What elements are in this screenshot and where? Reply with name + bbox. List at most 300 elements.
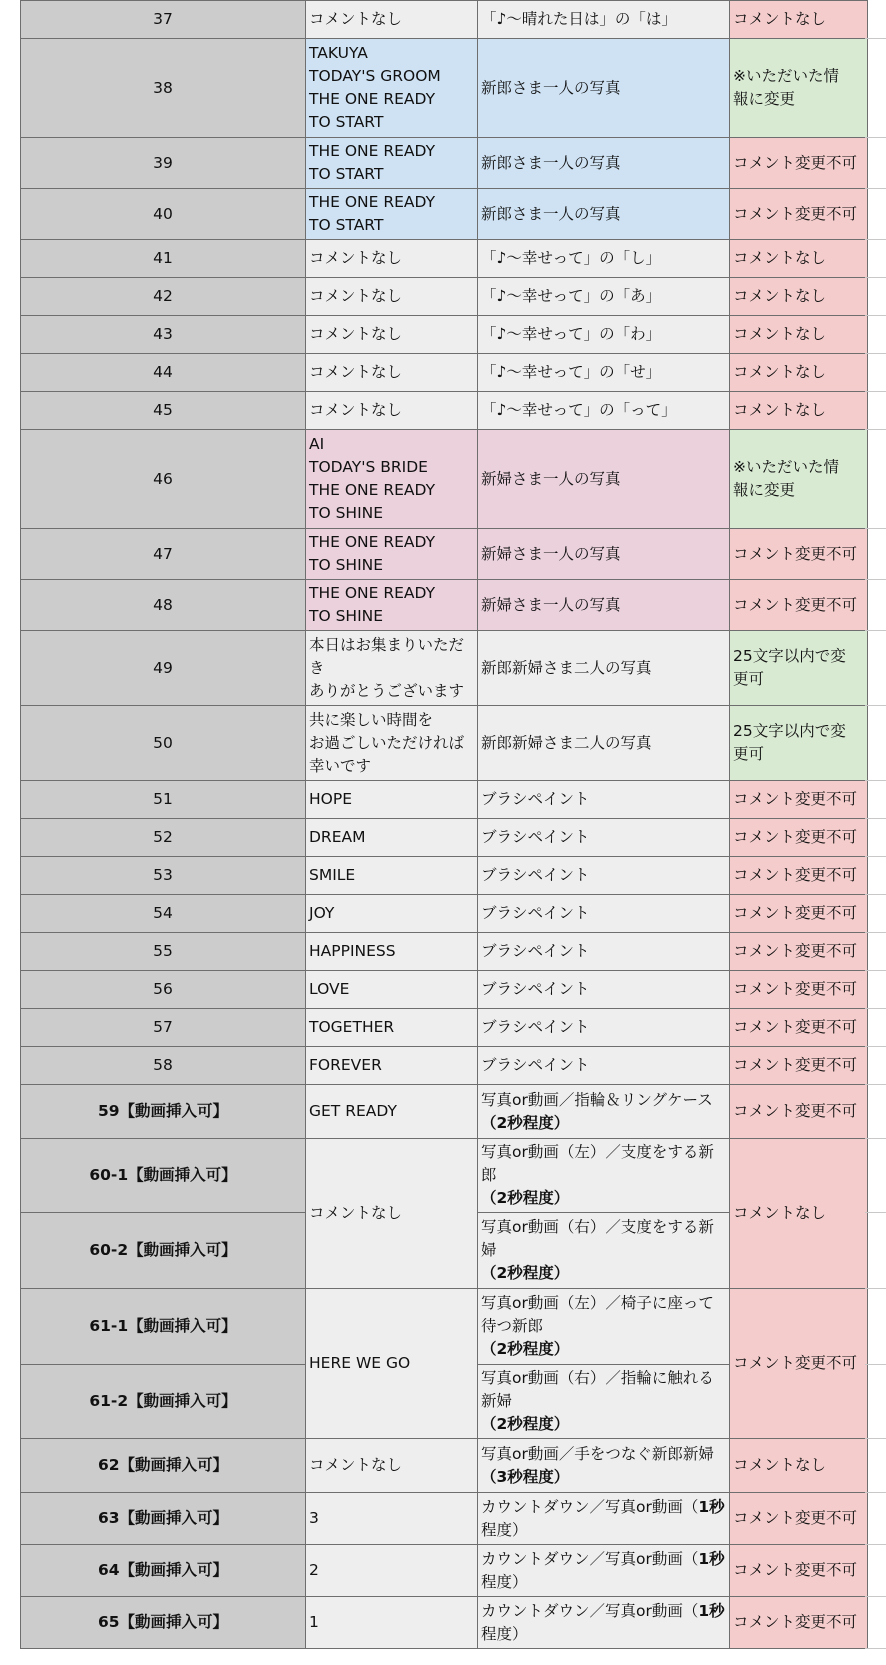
cell-text-line: き [309,658,325,677]
content-description-cell [478,240,730,278]
cell-text-line: TAKUYA [309,44,368,62]
cell-text-line: 更可 [733,745,765,763]
cell-text-line: 程度） [481,1520,528,1539]
table-row [21,39,868,138]
table-row [21,316,868,354]
row-number-cell: 57 [21,1009,306,1047]
cell-text-line: コメントなし [733,249,827,267]
table-row [21,1439,868,1493]
cell-text-line: コメント変更不可 [733,1509,858,1527]
comment-text-cell [306,1085,478,1139]
table-row [21,278,868,316]
content-description-cell [478,706,730,781]
table-row [21,189,868,240]
cell-text-line: ブラシペイント [481,1056,590,1074]
duration-label: 1秒 [698,1497,725,1516]
table-row [21,580,868,631]
gridline-tick [865,1492,886,1493]
gridline-tick [865,315,886,316]
cell-text-line: コメントなし [309,10,403,28]
cell-text-line: 報に変更 [733,90,796,108]
edit-note-cell [730,819,868,857]
table-row [21,1085,868,1139]
edit-note-cell [730,1289,868,1439]
table-row [21,1009,868,1047]
content-description-cell [478,819,730,857]
table-row [21,392,868,430]
comment-text-cell [306,580,478,631]
comment-text-cell [306,240,478,278]
row-number-cell: 63【動画挿入可】 [21,1493,306,1545]
content-description-cell [478,1545,730,1597]
edit-note-cell [730,580,868,631]
edit-note-cell [730,1047,868,1085]
cell-text-line: 新郎さま一人の写真 [481,153,621,172]
table-row [21,529,868,580]
cell-text-line: ブラシペイント [481,942,590,960]
cell-text-line: 共に楽しい時間を [309,710,434,729]
content-description-cell [478,1213,730,1289]
row-number-cell: 48 [21,580,306,631]
cell-text-line: コメント変更不可 [733,1354,858,1372]
cell-text-line: ブラシペイント [481,828,590,846]
cell-text-line: コメントなし [733,1204,827,1222]
cell-text-line: THE ONE READY [309,481,436,499]
comment-text-cell [306,857,478,895]
content-description-cell [478,1009,730,1047]
gridline-tick [865,38,886,39]
table-row [21,706,868,781]
cell-text-line: コメントなし [309,325,403,343]
cell-text-line: コメントなし [733,1456,827,1474]
cell-text-line: 「♪～晴れた日は」の「は」 [481,10,677,28]
comment-text-cell [306,430,478,529]
gridline-tick [865,856,886,857]
gridline-tick [865,277,886,278]
cell-text-line: THE ONE READY [309,90,436,108]
duration-label: 1秒 [698,1601,725,1620]
cell-text-line: 幸いです [309,756,372,775]
cell-text-line: ブラシペイント [481,790,590,808]
gridline-tick [865,1438,886,1439]
row-number-cell: 51 [21,781,306,819]
comment-text-cell [306,39,478,138]
cell-text-line: HAPPINESS [309,942,396,960]
cell-text-line: 写真or動画（左）／支度をする新 [481,1143,714,1161]
table-row [21,781,868,819]
cell-text-line: ※いただいた情 [733,67,839,85]
duration-label: （2秒程度） [481,1415,570,1433]
cell-text-line: 写真or動画／手をつなぐ新郎新婦 [481,1444,714,1463]
row-number-cell: 56 [21,971,306,1009]
cell-text-line: THE ONE READY [309,533,436,551]
comment-text-cell [306,1009,478,1047]
cell-text-line: コメントなし [733,401,827,419]
row-number-cell: 55 [21,933,306,971]
content-description-cell [478,189,730,240]
cell-text-line: ブラシペイント [481,904,590,922]
row-number-cell: 61-1【動画挿入可】 [21,1289,306,1365]
cell-text-line: コメントなし [309,287,403,305]
cell-text-line: 新郎新婦さま二人の写真 [481,658,652,677]
comment-text-cell [306,354,478,392]
row-number-cell: 53 [21,857,306,895]
cell-text-line: コメントなし [733,325,827,343]
cell-text-line: コメント変更不可 [733,1613,858,1631]
cell-text-line: TO SHINE [309,556,384,574]
cell-text-line: TOGETHER [309,1018,395,1036]
cell-text-line: THE ONE READY [309,584,436,602]
gridline-tick [865,630,886,631]
row-number-cell: 39 [21,138,306,189]
edit-note-cell [730,1545,868,1597]
table-row [21,354,868,392]
comment-text-cell [306,138,478,189]
table-row [21,1139,868,1213]
comment-text-cell [306,971,478,1009]
cell-text-line: 25文字以内で変 [733,647,846,665]
cell-text-line: 新婦さま一人の写真 [481,595,621,614]
table-row [21,1289,868,1365]
row-number-cell: 59【動画挿入可】 [21,1085,306,1139]
cell-text-line: 新郎さま一人の写真 [481,78,621,97]
content-description-cell [478,39,730,138]
content-description-cell [478,354,730,392]
cell-text-line: 本日はお集まりいただ [309,635,465,654]
comment-text-cell [306,706,478,781]
cell-text-line: SMILE [309,866,356,884]
cell-text-line: コメントなし [733,287,827,305]
gridline-tick [865,1544,886,1545]
gridline-tick [865,1212,886,1213]
cell-text-line: コメント変更不可 [733,204,858,223]
table-row [21,631,868,706]
table-row [21,895,868,933]
cell-text-line: ブラシペイント [481,866,590,884]
content-description-cell [478,138,730,189]
cell-text-line: JOY [309,904,335,922]
edit-note-cell [730,316,868,354]
gridline-tick [865,818,886,819]
cell-text-line: カウントダウン／写真or動画（1秒 [481,1601,725,1620]
cell-text-line: 程度） [481,1572,528,1591]
edit-note-cell [730,189,868,240]
gridline-tick [865,1648,886,1649]
edit-note-cell [730,857,868,895]
cell-text-line: ブラシペイント [481,1018,590,1036]
comment-text-cell [306,1493,478,1545]
cell-text-line: GET READY [309,1102,397,1120]
content-description-cell [478,580,730,631]
content-description-cell [478,781,730,819]
table-row [21,1545,868,1597]
edit-note-cell [730,240,868,278]
cell-text-line: コメント変更不可 [733,828,858,846]
cell-text-line: コメントなし [309,249,403,267]
cell-text-line: コメントなし [309,1456,403,1474]
edit-note-cell [730,138,868,189]
cell-text-line: ※いただいた情 [733,458,839,476]
edit-note-cell [730,1085,868,1139]
edit-note-cell [730,392,868,430]
row-number-cell: 49 [21,631,306,706]
cell-text-line: 写真or動画（左）／椅子に座って [481,1294,714,1312]
cell-text-line: FOREVER [309,1056,382,1074]
edit-note-cell [730,1139,868,1289]
gridline-tick [865,1364,886,1365]
comment-text-cell [306,819,478,857]
content-description-cell [478,430,730,529]
comment-text-cell [306,392,478,430]
edit-note-cell [730,1597,868,1649]
cell-text-line: 新婦 [481,1392,513,1410]
row-number-cell: 61-2【動画挿入可】 [21,1365,306,1439]
cell-text-line: THE ONE READY [309,193,436,211]
cell-text-line: コメントなし [309,363,403,381]
cell-text-line: コメント変更不可 [733,1056,858,1074]
gridline-tick [865,239,886,240]
cell-text-line: 写真or動画（右）／指輪に触れる [481,1369,714,1387]
cell-text-line: TODAY'S BRIDE [309,458,428,476]
content-description-cell [478,631,730,706]
gridline-tick [865,137,886,138]
content-description-cell [478,1365,730,1439]
cell-text-line: カウントダウン／写真or動画（1秒 [481,1497,725,1516]
edit-note-cell [730,278,868,316]
row-number-cell: 50 [21,706,306,781]
comment-text-cell [306,189,478,240]
gridline-tick [865,1008,886,1009]
row-number-cell: 43 [21,316,306,354]
row-number-cell: 38 [21,39,306,138]
cell-text-line: コメント変更不可 [733,1102,858,1120]
content-description-cell [478,971,730,1009]
cell-text-line: 新婦さま一人の写真 [481,469,621,488]
cell-text-line: 郎 [481,1166,497,1184]
cell-text-line: 新郎さま一人の写真 [481,204,621,223]
gridline-tick [865,353,886,354]
row-number-cell: 58 [21,1047,306,1085]
table-row [21,430,868,529]
duration-label: （2秒程度） [481,1189,570,1207]
edit-note-cell [730,1493,868,1545]
edit-note-cell [730,354,868,392]
edit-note-cell [730,706,868,781]
cell-text-line: 新婦さま一人の写真 [481,544,621,563]
cell-text-line: TO SHINE [309,607,384,625]
cell-text-line: 3 [309,1509,319,1527]
cell-text-line: THE ONE READY [309,142,436,160]
cell-text-line: 程度） [481,1624,528,1643]
comment-text-cell [306,1439,478,1493]
gridline-tick [865,579,886,580]
duration-label: 1秒 [698,1549,725,1568]
comment-text-cell [306,1289,478,1439]
comment-text-cell [306,933,478,971]
schedule-table-body [21,1,868,1649]
comment-text-cell [306,895,478,933]
gridline-tick [865,1288,886,1289]
content-description-cell [478,1597,730,1649]
table-row [21,1493,868,1545]
cell-text-line: ありがとうございます [309,681,465,700]
cell-text-line: TO START [309,113,384,131]
gridline-tick [865,1138,886,1139]
content-description-cell [478,1289,730,1365]
cell-text-line: 婦 [481,1241,497,1259]
cell-text-line: コメント変更不可 [733,904,858,922]
cell-text-line: コメントなし [733,10,827,28]
edit-note-cell [730,39,868,138]
duration-label: （2秒程度） [481,1340,570,1358]
cell-text-line: 「♪～幸せって」の「せ」 [481,363,662,381]
cell-text-line: コメントなし [733,363,827,381]
cell-text-line: お過ごしいただければ [309,733,465,752]
table-row [21,933,868,971]
cell-text-line: 25文字以内で変 [733,722,846,740]
comment-text-cell [306,1047,478,1085]
cell-text-line: 写真or動画（右）／支度をする新 [481,1218,714,1236]
cell-text-line: コメント変更不可 [733,942,858,960]
comment-text-cell [306,781,478,819]
duration-label: （2秒程度） [481,1113,570,1132]
content-description-cell [478,392,730,430]
cell-text-line: コメント変更不可 [733,790,858,808]
content-description-cell [478,529,730,580]
content-description-cell [478,1085,730,1139]
content-description-cell [478,1047,730,1085]
comment-text-cell [306,1,478,39]
content-description-cell [478,857,730,895]
cell-text-line: 「♪～幸せって」の「って」 [481,401,677,419]
gridline-tick [865,188,886,189]
comment-text-cell [306,316,478,354]
row-number-cell: 65【動画挿入可】 [21,1597,306,1649]
cell-text-line: 写真or動画／指輪＆リングケース [481,1090,713,1109]
gridline-tick [865,1084,886,1085]
edit-note-cell [730,430,868,529]
content-description-cell [478,1,730,39]
gridline-tick [865,970,886,971]
cell-text-line: 「♪～幸せって」の「し」 [481,249,662,267]
content-description-cell [478,1139,730,1213]
comment-text-cell [306,529,478,580]
content-description-cell [478,278,730,316]
cell-text-line: TO SHINE [309,504,384,522]
cell-text-line: 2 [309,1561,319,1579]
cell-text-line: カウントダウン／写真or動画（1秒 [481,1549,725,1568]
cell-text-line: 報に変更 [733,481,796,499]
cell-text-line: DREAM [309,828,366,846]
gridline-tick [865,1596,886,1597]
comment-text-cell [306,1139,478,1289]
cell-text-line: 「♪～幸せって」の「あ」 [481,287,662,305]
cell-text-line: コメント変更不可 [733,866,858,884]
gridline-tick [865,780,886,781]
content-description-cell [478,1493,730,1545]
gridline-tick [865,932,886,933]
row-number-cell: 40 [21,189,306,240]
row-number-cell: 44 [21,354,306,392]
row-number-cell: 42 [21,278,306,316]
table-row [21,971,868,1009]
gridline-tick [865,528,886,529]
cell-text-line: 更可 [733,670,765,688]
comment-text-cell [306,1545,478,1597]
table-row [21,240,868,278]
edit-note-cell [730,529,868,580]
cell-text-line: 1 [309,1613,319,1631]
table-row [21,1047,868,1085]
cell-text-line: TODAY'S GROOM [309,67,441,85]
sheet-right-edge [865,0,886,1665]
comment-text-cell [306,278,478,316]
schedule-table [20,0,868,1649]
gridline-tick [865,894,886,895]
row-number-cell: 64【動画挿入可】 [21,1545,306,1597]
content-description-cell [478,933,730,971]
edit-note-cell [730,895,868,933]
cell-text-line: TO START [309,216,384,234]
cell-text-line: LOVE [309,980,350,998]
edit-note-cell [730,781,868,819]
cell-text-line: TO START [309,165,384,183]
table-row [21,1,868,39]
table-row [21,857,868,895]
gridline-tick [865,429,886,430]
row-number-cell: 62【動画挿入可】 [21,1439,306,1493]
row-number-cell: 60-2【動画挿入可】 [21,1213,306,1289]
row-number-cell: 47 [21,529,306,580]
comment-text-cell [306,631,478,706]
cell-text-line: コメント変更不可 [733,544,858,563]
cell-text-line: コメント変更不可 [733,153,858,172]
cell-text-line: HOPE [309,790,352,808]
row-number-cell: 37 [21,1,306,39]
edit-note-cell [730,1439,868,1493]
content-description-cell [478,316,730,354]
duration-label: （2秒程度） [481,1264,570,1282]
cell-text-line: ブラシペイント [481,980,590,998]
gridline-tick [865,1046,886,1047]
edit-note-cell [730,933,868,971]
cell-text-line: コメントなし [309,401,403,419]
cell-text-line: AI [309,435,325,453]
row-number-cell: 46 [21,430,306,529]
edit-note-cell [730,631,868,706]
cell-text-line: 待つ新郎 [481,1317,544,1335]
comment-text-cell [306,1597,478,1649]
duration-label: （3秒程度） [481,1467,570,1486]
gridline-tick [865,705,886,706]
cell-text-line: 「♪～幸せって」の「わ」 [481,325,662,343]
row-number-cell: 54 [21,895,306,933]
row-number-cell: 41 [21,240,306,278]
cell-text-line: コメント変更不可 [733,980,858,998]
edit-note-cell [730,1,868,39]
cell-text-line: コメント変更不可 [733,595,858,614]
cell-text-line: コメントなし [309,1204,403,1222]
cell-text-line: HERE WE GO [309,1354,411,1372]
row-number-cell: 52 [21,819,306,857]
cell-text-line: コメント変更不可 [733,1561,858,1579]
table-row [21,1597,868,1649]
row-number-cell: 45 [21,392,306,430]
cell-text-line: 新郎新婦さま二人の写真 [481,733,652,752]
gridline-tick [865,391,886,392]
content-description-cell [478,1439,730,1493]
table-row [21,138,868,189]
